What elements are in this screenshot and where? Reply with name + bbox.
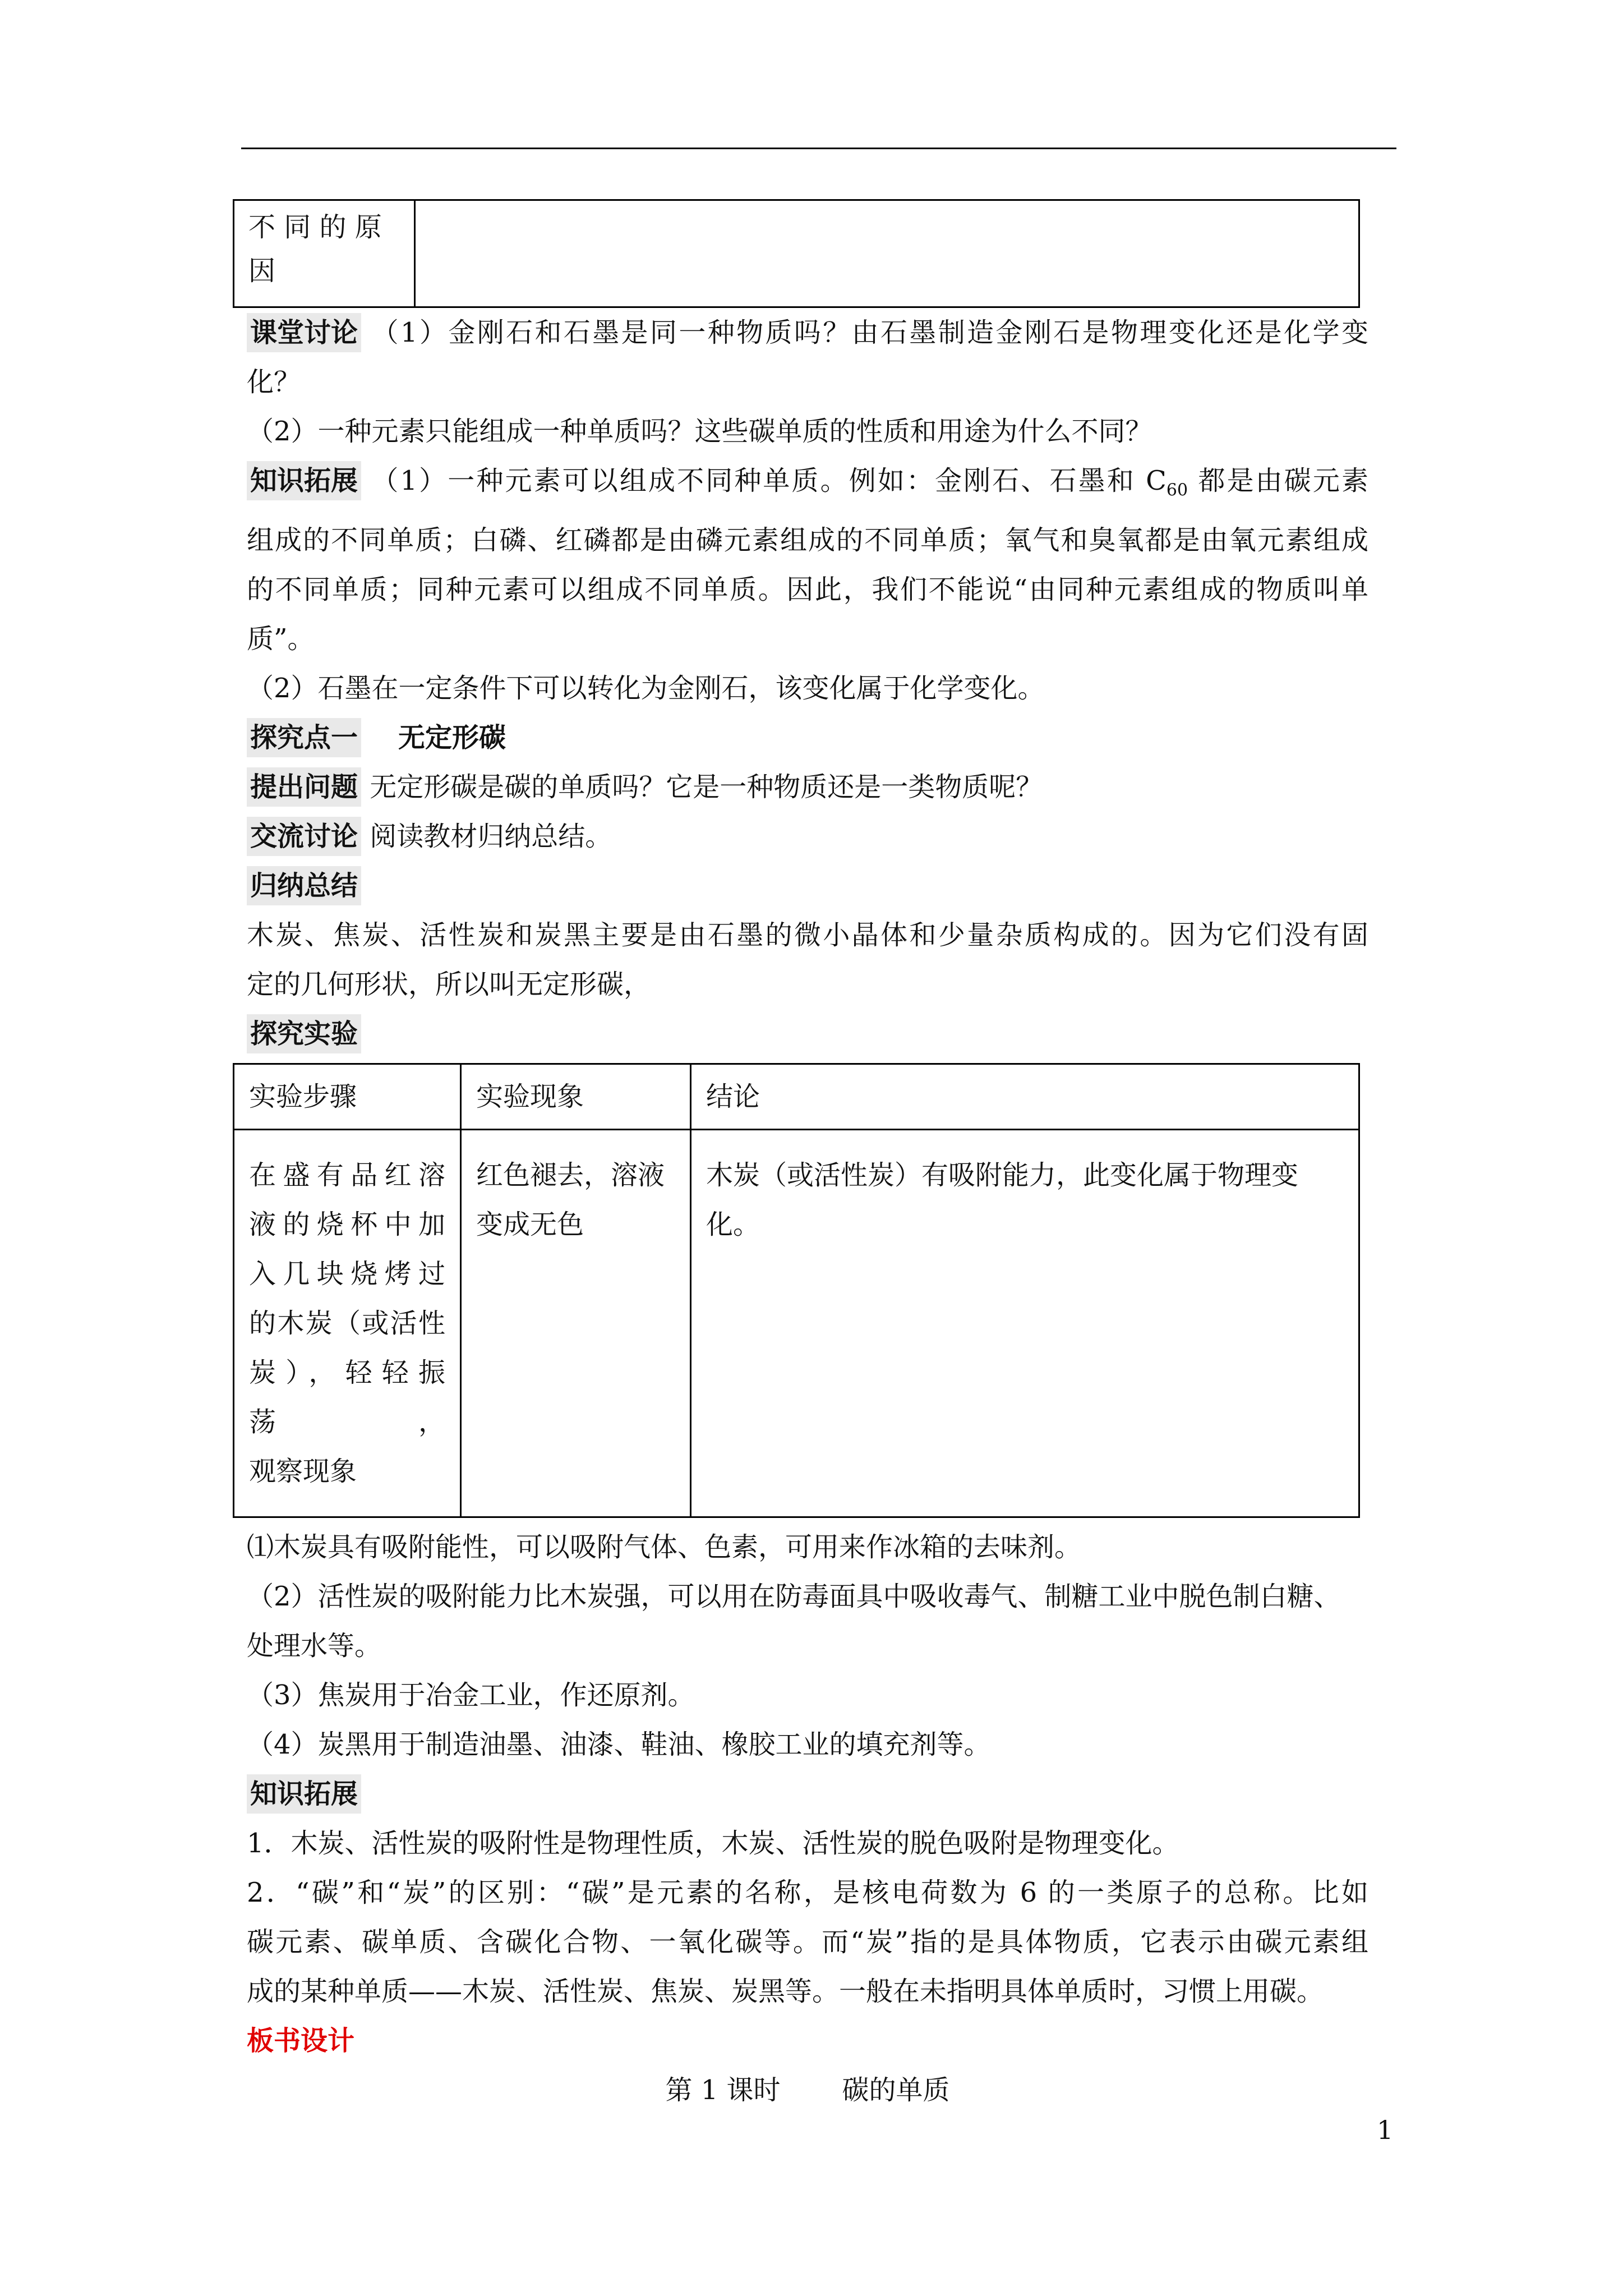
summary-line2: 定的几何形状，所以叫无定形碳， bbox=[247, 968, 651, 1000]
header-phenomenon: 实验现象 bbox=[461, 1064, 691, 1129]
inquiry-heading: 探究点一 bbox=[247, 718, 361, 757]
header-rule bbox=[241, 148, 1396, 149]
reason-table bbox=[233, 199, 1360, 308]
extension1-p1-line4: 质”。 bbox=[247, 623, 315, 655]
experiment-heading: 探究实验 bbox=[247, 1014, 361, 1053]
c60-subscript: 60 bbox=[1166, 480, 1188, 500]
reason-content-cell bbox=[415, 200, 1359, 307]
step-line: 在盛有品红溶 bbox=[249, 1159, 445, 1191]
extension1-p1-line3: 的不同单质；同种元素可以组成不同单质。因此，我们不能说“由同种元素组成的物质叫单 bbox=[247, 573, 1368, 605]
reason-label-cell bbox=[234, 200, 415, 307]
exchange-line bbox=[247, 812, 1368, 861]
board-topic: 碳的单质 bbox=[842, 2074, 950, 2106]
page-content bbox=[247, 199, 1368, 2115]
summary-line1: 木炭、焦炭、活性炭和炭黑主要是由石墨的微小晶体和少量杂质构成的。因为它们没有固 bbox=[247, 919, 1368, 951]
step-line: 的木炭（或活性 bbox=[249, 1307, 445, 1339]
inquiry-title-line bbox=[247, 713, 1368, 762]
extension1-p1-line2: 组成的不同单质；白磷、红磷都是由磷元素组成的不同单质；氧气和臭氧都是由氧元素组成 bbox=[247, 524, 1368, 556]
header-step: 实验步骤 bbox=[234, 1064, 461, 1129]
reason-label-line1: 不 同 的 原 bbox=[248, 211, 382, 243]
board-title bbox=[247, 2065, 1368, 2115]
step-line: 观察现象 bbox=[249, 1455, 357, 1487]
extension2-p1: 1．木炭、活性炭的吸附性是物理性质，木炭、活性炭的脱色吸附是物理变化。 bbox=[247, 1827, 1179, 1859]
step-line: 液的烧杯中加 bbox=[249, 1208, 445, 1240]
reason-label-line2: 因 bbox=[248, 255, 276, 287]
extension2-heading: 知识拓展 bbox=[247, 1774, 361, 1814]
exchange-heading: 交流讨论 bbox=[247, 817, 361, 856]
question-text: 无定形碳是碳的单质吗？它是一种物质还是一类物质呢？ bbox=[370, 771, 1043, 803]
question-line bbox=[247, 762, 1368, 812]
conclusion-line: 化。 bbox=[706, 1208, 760, 1240]
use-2-line2: 处理水等。 bbox=[247, 1630, 382, 1662]
extension2-p2-line1: 2．“碳”和“炭”的区别：“碳”是元素的名称，是核电荷数为 6 的一类原子的总称。比如 bbox=[247, 1876, 1368, 1908]
inquiry-title: 无定形碳 bbox=[398, 721, 506, 753]
experiment-heading-line bbox=[247, 1009, 1368, 1059]
board-lesson: 第 1 课时 bbox=[665, 2074, 781, 2106]
use-3: （3）焦炭用于冶金工业，作还原剂。 bbox=[247, 1679, 695, 1711]
board-heading-line bbox=[247, 2016, 1368, 2065]
header-conclusion: 结论 bbox=[691, 1064, 1359, 1129]
step-cell bbox=[234, 1129, 461, 1517]
step-line: 入几块烧烤过 bbox=[249, 1258, 445, 1290]
use-2-line1: （2）活性炭的吸附能力比木炭强，可以用在防毒面具中吸收毒气、制糖工业中脱色制白糖、 bbox=[247, 1580, 1341, 1612]
discussion-heading: 课堂讨论 bbox=[247, 313, 361, 352]
summary-heading-line bbox=[247, 861, 1368, 910]
use-4: （4）炭黑用于制造油墨、油漆、鞋油、橡胶工业的填充剂等。 bbox=[247, 1728, 991, 1760]
discussion-q1 bbox=[247, 308, 1368, 357]
discussion-q2: （2）一种元素只能组成一种单质吗？这些碳单质的性质和用途为什么不同？ bbox=[247, 416, 1152, 447]
extension1-heading: 知识拓展 bbox=[247, 461, 361, 500]
discussion-q1-cont: 化？ bbox=[247, 366, 301, 398]
extension1-p2: （2）石墨在一定条件下可以转化为金刚石，该变化属于化学变化。 bbox=[247, 672, 1045, 704]
question-heading: 提出问题 bbox=[247, 767, 361, 807]
conclusion-cell bbox=[691, 1129, 1359, 1517]
extension1-p1-text-a: （1）一种元素可以组成不同种单质。例如：金刚石、石墨和 C bbox=[371, 465, 1166, 496]
discussion-q1-text: （1）金刚石和石墨是同一种物质吗？由石墨制造金刚石是物理变化还是化学变 bbox=[371, 317, 1368, 348]
extension1-p1-text-b: 都是由碳元素 bbox=[1188, 465, 1368, 496]
phenomenon-line: 变成无色 bbox=[476, 1208, 584, 1240]
experiment-table bbox=[233, 1063, 1360, 1518]
extension2-heading-line bbox=[247, 1769, 1368, 1819]
phenomenon-line: 红色褪去，溶液 bbox=[476, 1159, 665, 1191]
extension1-p1-line1 bbox=[247, 456, 1368, 516]
step-line: 炭），轻轻振荡， bbox=[249, 1356, 445, 1438]
conclusion-line: 木炭（或活性炭）有吸附能力，此变化属于物理变 bbox=[706, 1159, 1299, 1191]
summary-heading: 归纳总结 bbox=[247, 866, 361, 905]
extension2-p2-line2: 碳元素、碳单质、含碳化合物、一氧化碳等。而“炭”指的是具体物质，它表示由碳元素组 bbox=[247, 1926, 1368, 1958]
extension2-p2-line3: 成的某种单质——木炭、活性炭、焦炭、炭黑等。一般在未指明具体单质时，习惯上用碳。 bbox=[247, 1975, 1324, 2007]
phenomenon-cell bbox=[461, 1129, 691, 1517]
board-heading: 板书设计 bbox=[247, 2024, 355, 2056]
exchange-text: 阅读教材归纳总结。 bbox=[370, 820, 612, 852]
page-number: 1 bbox=[1377, 2115, 1394, 2145]
use-1: ⑴木炭具有吸附能性，可以吸附气体、色素，可用来作冰箱的去味剂。 bbox=[247, 1531, 1082, 1563]
